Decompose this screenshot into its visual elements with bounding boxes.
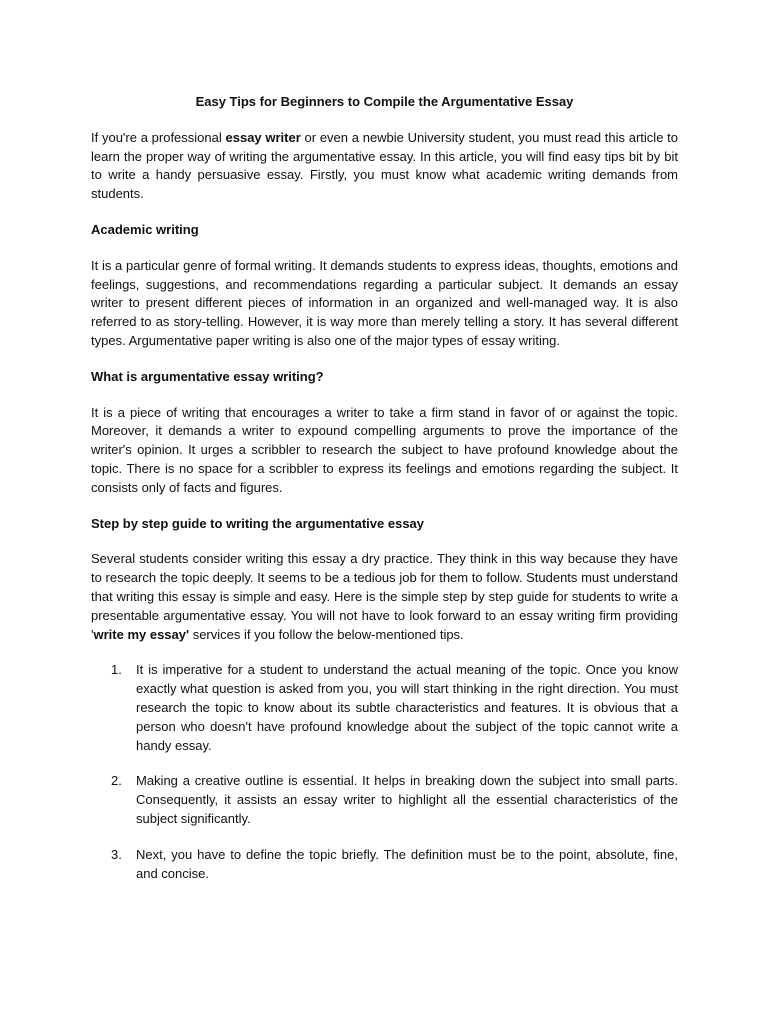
list-item: [91, 772, 678, 828]
intro-bold-keyword: essay writer: [225, 129, 301, 145]
list-item-text: Making a creative outline is essential. It helps in breaking down the subject into small parts. Consequently, it assists an essay writer to highlight all the essential characteristics of the subject significantly.: [136, 773, 678, 826]
list-item-text: Next, you have to define the topic briefly. The definition must be to the point, absolute, fine, and concise.: [136, 846, 678, 881]
intro-paragraph: [91, 129, 678, 204]
step-guide-text-start: Several students consider writing this essay a dry practice. They think in this way because they have to research the topic deeply. It seems to be a tedious job for them to follow. Students must understand that writing this essay is simple and easy. Here is the simple step by step guide for students to write a presentable argumentative essay. You will not have to look forward to an essay writing firm providing ': [91, 551, 678, 642]
step-guide-text-end: services if you follow the below-mentioned tips.: [189, 626, 464, 642]
list-item: [91, 846, 678, 884]
section-heading-step-guide: Step by step guide to writing the argumentative essay: [91, 515, 425, 531]
section-heading-academic-writing: Academic writing: [91, 221, 199, 237]
section-body-step-guide: [91, 550, 678, 644]
intro-text-start: If you're a professional: [91, 129, 226, 145]
list-item: [91, 661, 678, 755]
section-body-academic-writing: It is a particular genre of formal writing. It demands students to express ideas, thoughts, emotions and feelings, suggestions, and recommendations regarding a particular subject. It demands an essay writer to present different pieces of information in an organized and well-managed way. It is also referred to as story-telling. However, it is way more than merely telling a story. It has several different types. Argumentative paper writing is also one of the major types of essay writing.: [91, 257, 678, 348]
section-heading-argumentative-essay: What is argumentative essay writing?: [91, 368, 324, 384]
step-guide-bold-keyword: write my essay': [93, 626, 190, 642]
intro-text-end: or even a newbie University student, you must read this article to learn the proper way of writing the argumentative essay. In this article, you will find easy tips bit by bit to write a handy persuasive essay. Firstly, you must know what academic writing demands from students.: [91, 129, 679, 202]
list-item-number: 3.: [111, 846, 122, 862]
list-item-number: 1.: [111, 662, 122, 678]
list-item-text: It is imperative for a student to understand the actual meaning of the topic. Once you know exactly what question is asked from you, you will start thinking in the right direction. You must research the topic to know about its subtle characteristics and features. It is obvious that a person who doesn't have profound knowledge about the subject of the topic cannot write a handy essay.: [136, 662, 678, 753]
tips-list: [91, 661, 678, 883]
section-body-argumentative-essay: It is a piece of writing that encourages a writer to take a firm stand in favor of or against the topic. Moreover, it demands a writer to expound compelling arguments to prove the importance of the writer's opinion. It urges a scribbler to research the subject to have profound knowledge about the topic. There is no space for a scribbler to express its feelings and emotions regarding the subject. It consists only of facts and figures.: [91, 404, 678, 495]
list-item-number: 2.: [111, 773, 122, 789]
document-page: [91, 93, 678, 900]
document-title: Easy Tips for Beginners to Compile the Argumentative Essay: [195, 94, 574, 109]
